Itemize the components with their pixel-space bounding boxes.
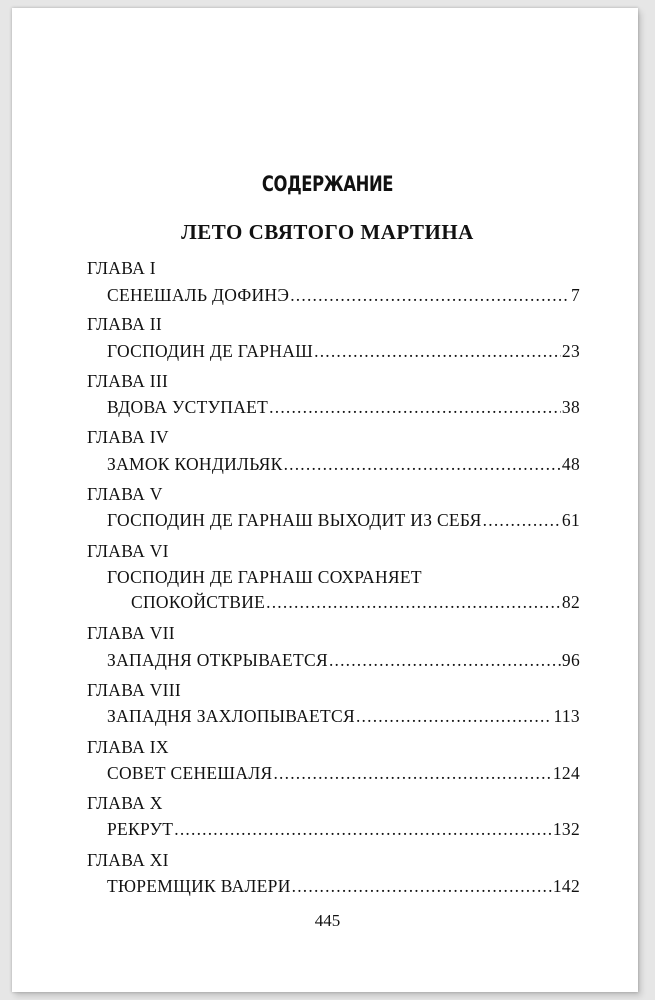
dot-leader	[314, 340, 561, 362]
chapter-label: ГЛАВА VIII	[87, 680, 182, 700]
chapter-label: ГЛАВА I	[87, 258, 156, 278]
page-number: 445	[314, 911, 341, 930]
chapter-label: ГЛАВА III	[87, 371, 169, 391]
entry-page-number: 7	[570, 285, 580, 305]
entry-title: ВДОВА УСТУПАЕТ	[107, 397, 269, 417]
toc-entry[interactable]	[107, 509, 580, 531]
dot-leader	[356, 705, 553, 727]
entry-page-number: 48	[561, 454, 580, 474]
entry-title: СЕНЕШАЛЬ ДОФИНЭ	[107, 285, 290, 305]
dot-leader	[273, 762, 551, 784]
entry-title: РЕКРУТ	[107, 819, 174, 839]
entry-title: ЗАПАДНЯ ЗАХЛОПЫВАЕТСЯ	[107, 706, 355, 726]
entry-page-number: 132	[552, 819, 580, 839]
toc-entry[interactable]	[107, 340, 580, 362]
entry-page-number: 124	[552, 763, 580, 783]
toc-entry[interactable]	[107, 284, 580, 306]
chapter-label: ГЛАВА X	[87, 793, 163, 813]
chapter-label: ГЛАВА IV	[87, 427, 169, 447]
chapter-label: ГЛАВА XI	[87, 850, 169, 870]
toc-entry[interactable]	[107, 649, 580, 671]
dot-leader	[483, 509, 561, 531]
entry-page-number: 61	[561, 510, 580, 530]
toc-heading: СОДЕРЖАНИЕ	[261, 172, 394, 196]
dot-leader	[329, 649, 561, 671]
entry-title: ЗАМОК КОНДИЛЬЯК	[107, 454, 283, 474]
entry-page-number: 113	[553, 706, 580, 726]
entry-title-line1[interactable]: ГОСПОДИН ДЕ ГАРНАШ СОХРАНЯЕТ	[107, 567, 422, 587]
entry-title: ЗАПАДНЯ ОТКРЫВАЕТСЯ	[107, 650, 328, 670]
dot-leader	[266, 591, 561, 613]
part-title: ЛЕТО СВЯТОГО МАРТИНА	[181, 220, 474, 244]
entry-title: ГОСПОДИН ДЕ ГАРНАШ	[107, 341, 314, 361]
dot-leader	[292, 875, 552, 897]
entry-page-number: 82	[561, 592, 580, 612]
dot-leader	[290, 284, 570, 306]
chapter-label: ГЛАВА II	[87, 314, 162, 334]
entry-title: СОВЕТ СЕНЕШАЛЯ	[107, 763, 273, 783]
dot-leader	[284, 453, 561, 475]
chapter-label: ГЛАВА IX	[87, 737, 169, 757]
chapter-label: ГЛАВА V	[87, 484, 163, 504]
entry-title: ТЮРЕМЩИК ВАЛЕРИ	[107, 876, 291, 896]
toc-entry[interactable]	[107, 818, 580, 840]
toc-entry[interactable]	[107, 762, 580, 784]
toc-entry[interactable]	[107, 396, 580, 418]
chapter-label: ГЛАВА VII	[87, 623, 175, 643]
dot-leader	[174, 818, 552, 840]
entry-page-number: 142	[552, 876, 580, 896]
toc-entry[interactable]	[107, 705, 580, 727]
toc-entry[interactable]	[107, 453, 580, 475]
toc-entry[interactable]	[107, 875, 580, 897]
entry-title: СПОКОЙСТВИЕ	[131, 592, 266, 612]
toc-entry[interactable]	[131, 591, 580, 613]
entry-page-number: 23	[561, 341, 580, 361]
entry-title: ГОСПОДИН ДЕ ГАРНАШ ВЫХОДИТ ИЗ СЕБЯ	[107, 510, 482, 530]
entry-page-number: 38	[561, 397, 580, 417]
dot-leader	[269, 396, 561, 418]
entry-page-number: 96	[561, 650, 580, 670]
chapter-label: ГЛАВА VI	[87, 541, 169, 561]
